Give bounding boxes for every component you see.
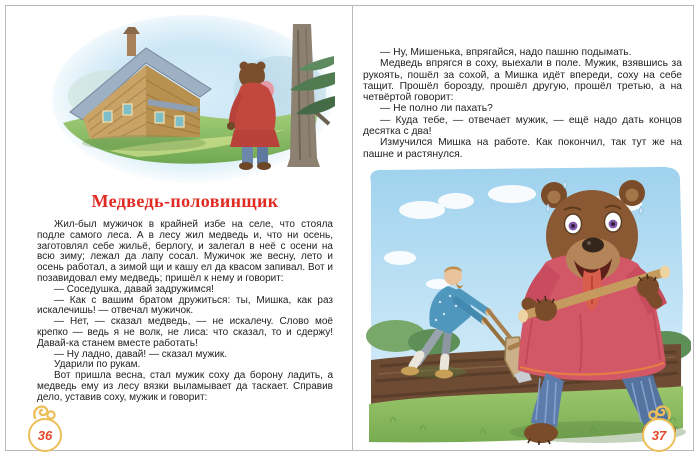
bast-shoe <box>435 370 453 379</box>
chimney <box>127 34 136 56</box>
bear-inner-ear <box>548 191 561 204</box>
bear-pant-leg <box>257 147 268 164</box>
paragraph: — Соседушка, давай задружимся! <box>54 283 214 295</box>
paragraph: — Ну, Мишенька, впрягайся, надо пашню подымать. <box>380 47 632 58</box>
paragraph: Жил-был мужичок в крайней избе на селе, что стояла подле самого леса. А в лесу жил медведь и, что ни осень, заготовлял себе жильё, берлогу, и залегал в неё с осени на всю зиму; лежал да лапу сосал. Мужичок же весну, лето и осень работал, а зимой щи и кашу ел да квасом запивал. Вот и позавидовал ему медведь; пришёл к нему и говорит: <box>37 219 333 284</box>
paragraph: — Не полно ли пахать? <box>380 103 493 115</box>
left-page-text <box>37 220 333 404</box>
paragraph: — Как с вашим братом дружиться: ты, Мишка, как раз искалечишь! — отвечал мужичок. <box>37 294 333 317</box>
page-number-circle <box>28 418 62 452</box>
illustration-bear-and-izba <box>48 10 336 188</box>
bear-foot <box>239 162 253 170</box>
spread-border <box>5 5 694 451</box>
paragraph: — Куда тебе, — отвечает мужик, — ещё надо дать концов десятка с два! <box>363 114 682 138</box>
paragraph: Вот пришла весна, стал мужик соху да борону ладить, а медведь ему из лесу вязки выламывает да таскает. Справив дело, уставив соху, мужик и говорит: <box>37 370 333 403</box>
page-number-badge-36 <box>22 403 68 453</box>
left-page <box>6 6 352 450</box>
window <box>155 112 164 123</box>
page-number-badge-37 <box>636 403 682 453</box>
bear-nose <box>582 238 604 253</box>
paragraph: Медведь впрягся в соху, выехали в поле. Мужик, взявшись за рукоять, пошёл за сохой, а Мишка идёт впереди, соху на себе тащит. Прошёл борозду, прошёл другую, прошёл третью, а на четвёртой говорит: <box>363 58 682 104</box>
window <box>103 111 112 122</box>
shaft-cut-end <box>660 266 670 279</box>
page-number-circle <box>642 418 676 452</box>
house-shadow <box>82 135 206 151</box>
bear-foot <box>257 162 271 170</box>
page-number: 36 <box>37 427 53 443</box>
right-page <box>353 6 694 450</box>
bear-pupil <box>611 222 615 226</box>
paragraph: Ударили по рукам. <box>54 359 141 371</box>
bear-inner-ear <box>626 189 639 202</box>
right-page-text <box>363 47 682 160</box>
vignette-art <box>48 10 336 188</box>
nose-highlight <box>587 241 591 245</box>
shaft-cut-end <box>518 310 528 323</box>
story-title: Медведь-половинщик <box>91 191 279 211</box>
paragraph: — Ну ладно, давай! — сказал мужик. <box>54 348 228 360</box>
paragraph: Измучился Мишка на работе. Как покончил, так тут же на пашне и растянулся. <box>363 137 682 160</box>
bear-pant-leg <box>242 147 253 164</box>
bear-paw <box>535 299 557 321</box>
window <box>123 104 132 115</box>
bear-paw <box>227 122 235 130</box>
paragraph: — Нет, — сказал медведь, — не искалечу. Слово моё крепко — ведь я не волк, не лиса: что сказал, то и сдержу! Давай-ка станем вместе работать! <box>37 316 333 349</box>
leg-wrap <box>444 358 445 368</box>
bast-shoe <box>401 367 419 376</box>
leg-wrap <box>413 355 420 366</box>
page-number: 37 <box>651 427 667 443</box>
window <box>175 116 184 127</box>
coat-skirt <box>230 130 280 147</box>
bear-pupil <box>571 224 575 228</box>
